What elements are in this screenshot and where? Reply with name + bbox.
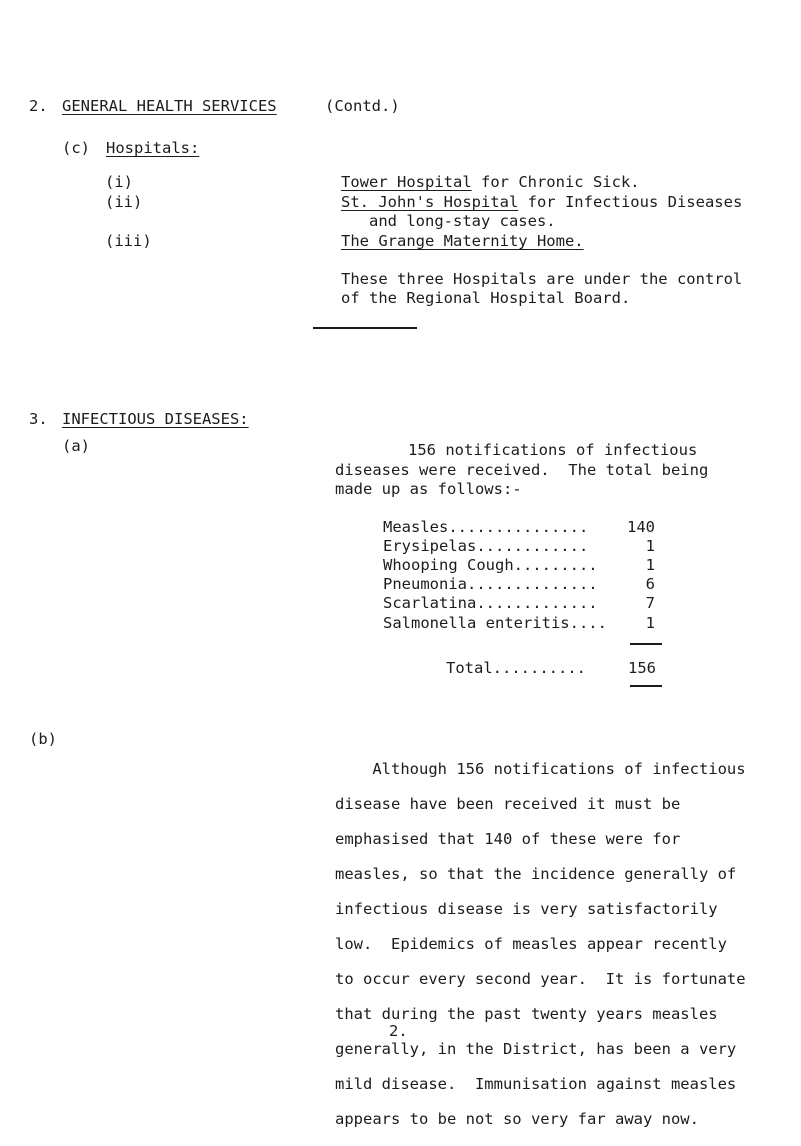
- disease-name: Salmonella enteritis....: [383, 613, 607, 632]
- disease-count: 140: [627, 517, 655, 536]
- disease-name: Whooping Cough.........: [383, 555, 598, 574]
- disease-count: 1: [645, 536, 655, 555]
- disease-row: [383, 555, 655, 574]
- section-3-number: 3.: [29, 410, 48, 428]
- disease-name: Erysipelas............: [383, 536, 589, 555]
- intro-line-1: 156 notifications of infectious: [408, 441, 698, 459]
- hospital-1-number: (i): [105, 173, 133, 191]
- disease-name: Measles...............: [383, 517, 589, 536]
- total-value: 156: [628, 659, 656, 677]
- total-rule-top: [630, 643, 662, 645]
- para-b-line: infectious disease is very satisfactorily: [335, 899, 718, 918]
- para-b-line: that during the past twenty years measles: [335, 1004, 718, 1023]
- para-b-line: low. Epidemics of measles appear recently: [335, 934, 727, 953]
- hospital-3-number: (iii): [105, 232, 152, 250]
- section-2-contd: (Contd.): [325, 97, 400, 115]
- section-2-number: 2.: [29, 97, 48, 115]
- control-text-line-2: of the Regional Hospital Board.: [341, 289, 631, 307]
- hospital-2-name: St. John's Hospital: [341, 193, 519, 211]
- disease-count: 1: [645, 555, 655, 574]
- section-3-heading: INFECTIOUS DISEASES:: [62, 410, 249, 428]
- subsection-b-label: (b): [29, 730, 57, 748]
- disease-row: [383, 613, 655, 632]
- hospital-3-name: The Grange Maternity Home.: [341, 232, 584, 250]
- disease-count: 6: [645, 575, 655, 594]
- para-b-line: measles, so that the incidence generally of: [335, 864, 737, 883]
- hospital-2-number: (ii): [105, 193, 143, 211]
- section-2-heading: GENERAL HEALTH SERVICES: [62, 97, 277, 115]
- disease-name: Pneumonia..............: [383, 575, 598, 594]
- hospital-1-line: [341, 175, 640, 191]
- para-b-line: emphasised that 140 of these were for: [335, 829, 681, 848]
- total-label: Total..........: [446, 659, 586, 677]
- para-b-line: appears to be not so very far away now.: [335, 1109, 699, 1128]
- disease-name: Scarlatina.............: [383, 594, 598, 613]
- page-number: 2.: [389, 1022, 408, 1040]
- subsection-a-label: (a): [62, 437, 90, 455]
- hospital-1-rest: for Chronic Sick.: [471, 173, 640, 191]
- disease-count: 1: [645, 613, 655, 632]
- hospital-1-name: Tower Hospital: [341, 173, 472, 191]
- hospital-2-rest: for Infectious Diseases: [518, 193, 743, 211]
- disease-row: [383, 536, 655, 555]
- paragraph-b: [335, 743, 746, 1146]
- subsection-c-label: (c): [62, 139, 90, 157]
- intro-line-3: made up as follows:-: [335, 480, 522, 498]
- disease-row: [383, 575, 655, 594]
- para-b-line: disease have been received it must be: [335, 794, 681, 813]
- para-b-line: generally, in the District, has been a very: [335, 1039, 737, 1058]
- subsection-c-title: Hospitals:: [106, 139, 200, 157]
- para-b-line: mild disease. Immunisation against measles: [335, 1074, 737, 1093]
- hospital-2-line2: and long-stay cases.: [369, 212, 556, 230]
- section-divider: [313, 327, 417, 329]
- para-b-line: to occur every second year. It is fortunate: [335, 969, 746, 988]
- total-rule-bottom: [630, 685, 662, 687]
- disease-table: [383, 517, 655, 632]
- disease-row: [383, 517, 655, 536]
- control-text-line-1: These three Hospitals are under the control: [341, 270, 743, 288]
- intro-line-2: diseases were received. The total being: [335, 461, 709, 479]
- disease-count: 7: [645, 594, 655, 613]
- para-b-line: Although 156 notifications of infectious: [335, 759, 746, 778]
- hospital-2-line: [341, 195, 742, 211]
- disease-row: [383, 594, 655, 613]
